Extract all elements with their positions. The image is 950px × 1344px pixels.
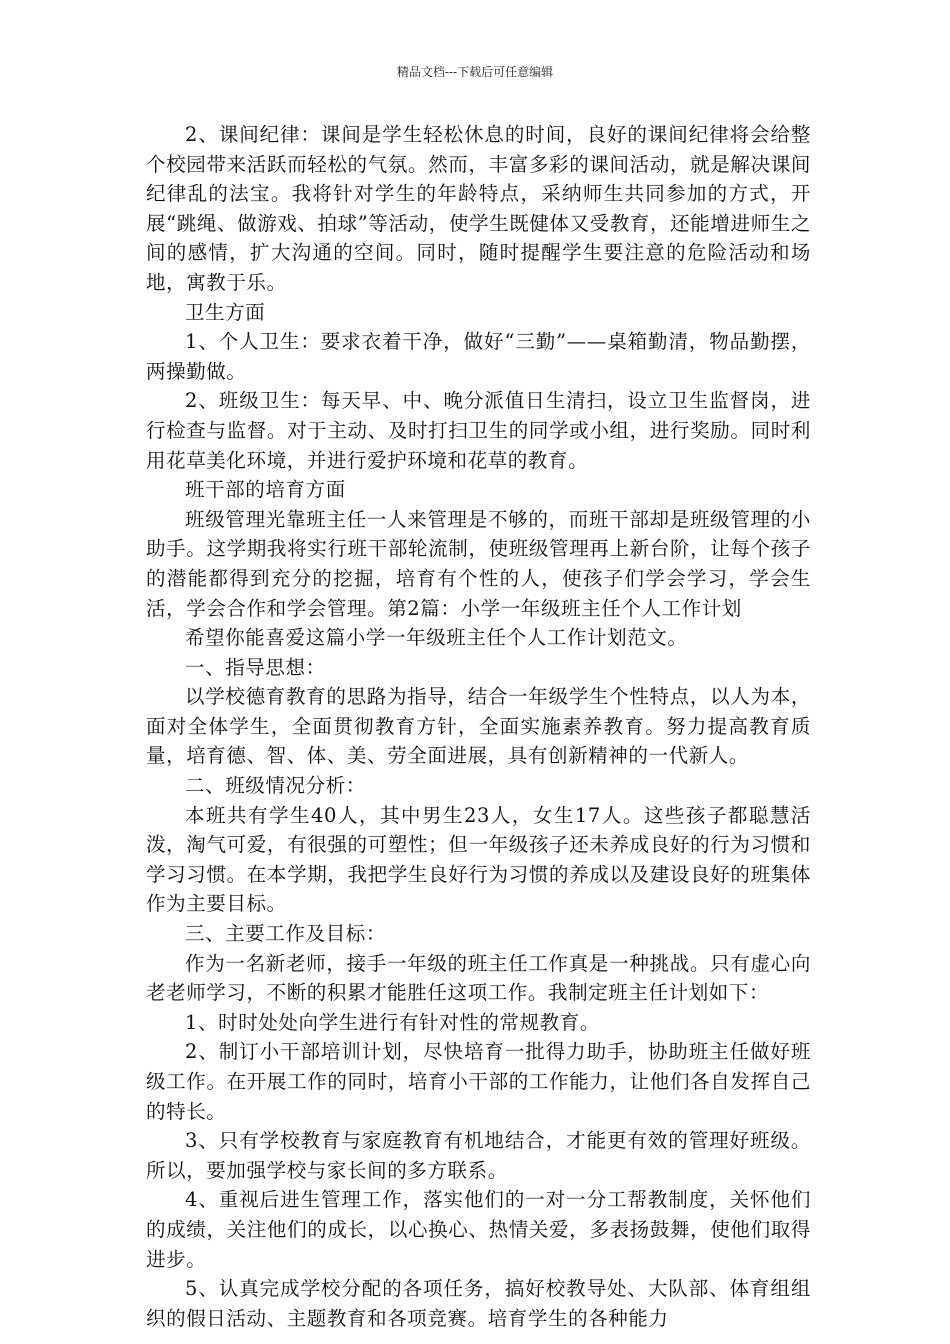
list-item-2: 2、制订小干部培训计划，尽快培育一批得力助手，协助班主任做好班级工作。在开展工作的同时，培育小干部的工作能力，让他们各自发挥自己的特长。 <box>146 1040 811 1123</box>
section-heading-guiding-ideology: 一、指导思想： <box>185 655 326 679</box>
list-item-1: 1、时时处处向学生进行有针对性的常规教育。 <box>185 1010 601 1034</box>
section-heading-class-analysis: 二、班级情况分析： <box>185 774 366 798</box>
document-body <box>146 120 811 1333</box>
list-item-5: 5、认真完成学校分配的各项任务，搞好校教导处、大队部、体育组组织的假日活动、主题教育和各项竞赛。培育学生的各种能力 <box>146 1277 811 1330</box>
section-heading-hygiene: 卫生方面 <box>185 300 266 324</box>
paragraph-break-discipline: 2、课间纪律：课间是学生轻松休息的时间，良好的课间纪律将会给整个校园带来活跃而轻松的气氛。然而，丰富多彩的课间活动，就是解决课间纪律乱的法宝。我将针对学生的年龄特点，采纳师生共同参加的方式，开展“跳绳、做游戏、拍球”等活动，使学生既健体又受教育，还能增进师生之间的感情，扩大沟通的空间。同时，随时提醒学生要注意的危险活动和场地，寓教于乐。 <box>146 123 811 294</box>
section-heading-main-work: 三、主要工作及目标： <box>185 922 387 946</box>
paragraph-main-work-intro: 作为一名新老师，接手一年级的班主任工作真是一种挑战。只有虚心向老老师学习，不断的积累才能胜任这项工作。我制定班主任计划如下： <box>146 951 811 1005</box>
paragraph-class-hygiene: 2、班级卫生：每天早、中、晚分派值日生清扫，设立卫生监督岗，进行检查与监督。对于主动、及时打扫卫生的同学或小组，进行奖励。同时利用花草美化环境，并进行爱护环境和花草的教育。 <box>146 389 811 472</box>
section-heading-cadre-training: 班干部的培育方面 <box>185 478 346 502</box>
list-item-4: 4、重视后进生管理工作，落实他们的一对一分工帮教制度，关怀他们的成绩，关注他们的成长，以心换心、热情关爱，多表扬鼓舞，使他们取得进步。 <box>146 1188 811 1271</box>
paragraph-personal-hygiene: 1、个人卫生：要求衣着干净，做好“三勤”——桌箱勤清，物品勤摆，两操勤做。 <box>146 330 811 383</box>
paragraph-intro: 希望你能喜爱这篇小学一年级班主任个人工作计划范文。 <box>185 626 688 650</box>
list-item-3: 3、只有学校教育与家庭教育有机地结合，才能更有效的管理好班级。所以，要加强学校与家长间的多方联系。 <box>146 1129 811 1182</box>
paragraph-class-analysis: 本班共有学生40人，其中男生23人，女生17人。这些孩子都聪慧活泼，淘气可爱，有很强的可塑性；但一年级孩子还未养成良好的行为习惯和学习习惯。在本学期，我把学生良好行为习惯的养成以及建设良好的班集体作为主要目标。 <box>146 803 811 916</box>
paragraph-guiding-ideology: 以学校德育教育的思路为指导，结合一年级学生个性特点，以人为本，面对全体学生，全面贯彻教育方针，全面实施素养教育。努力提高教育质量，培育德、智、体、美、劳全面进展，具有创新精神的一代新人。 <box>146 685 811 768</box>
page-header: 精品文档---下载后可任意编辑 <box>396 65 554 79</box>
paragraph-class-cadres: 班级管理光靠班主任一人来管理是不够的，而班干部却是班级管理的小助手。这学期我将实行班干部轮流制，使班级管理再上新台阶，让每个孩子的潜能都得到充分的挖掘，培育有个性的人，使孩子们学会学习，学会生活，学会合作和学会管理。第2篇：小学一年级班主任个人工作计划 <box>146 507 811 620</box>
